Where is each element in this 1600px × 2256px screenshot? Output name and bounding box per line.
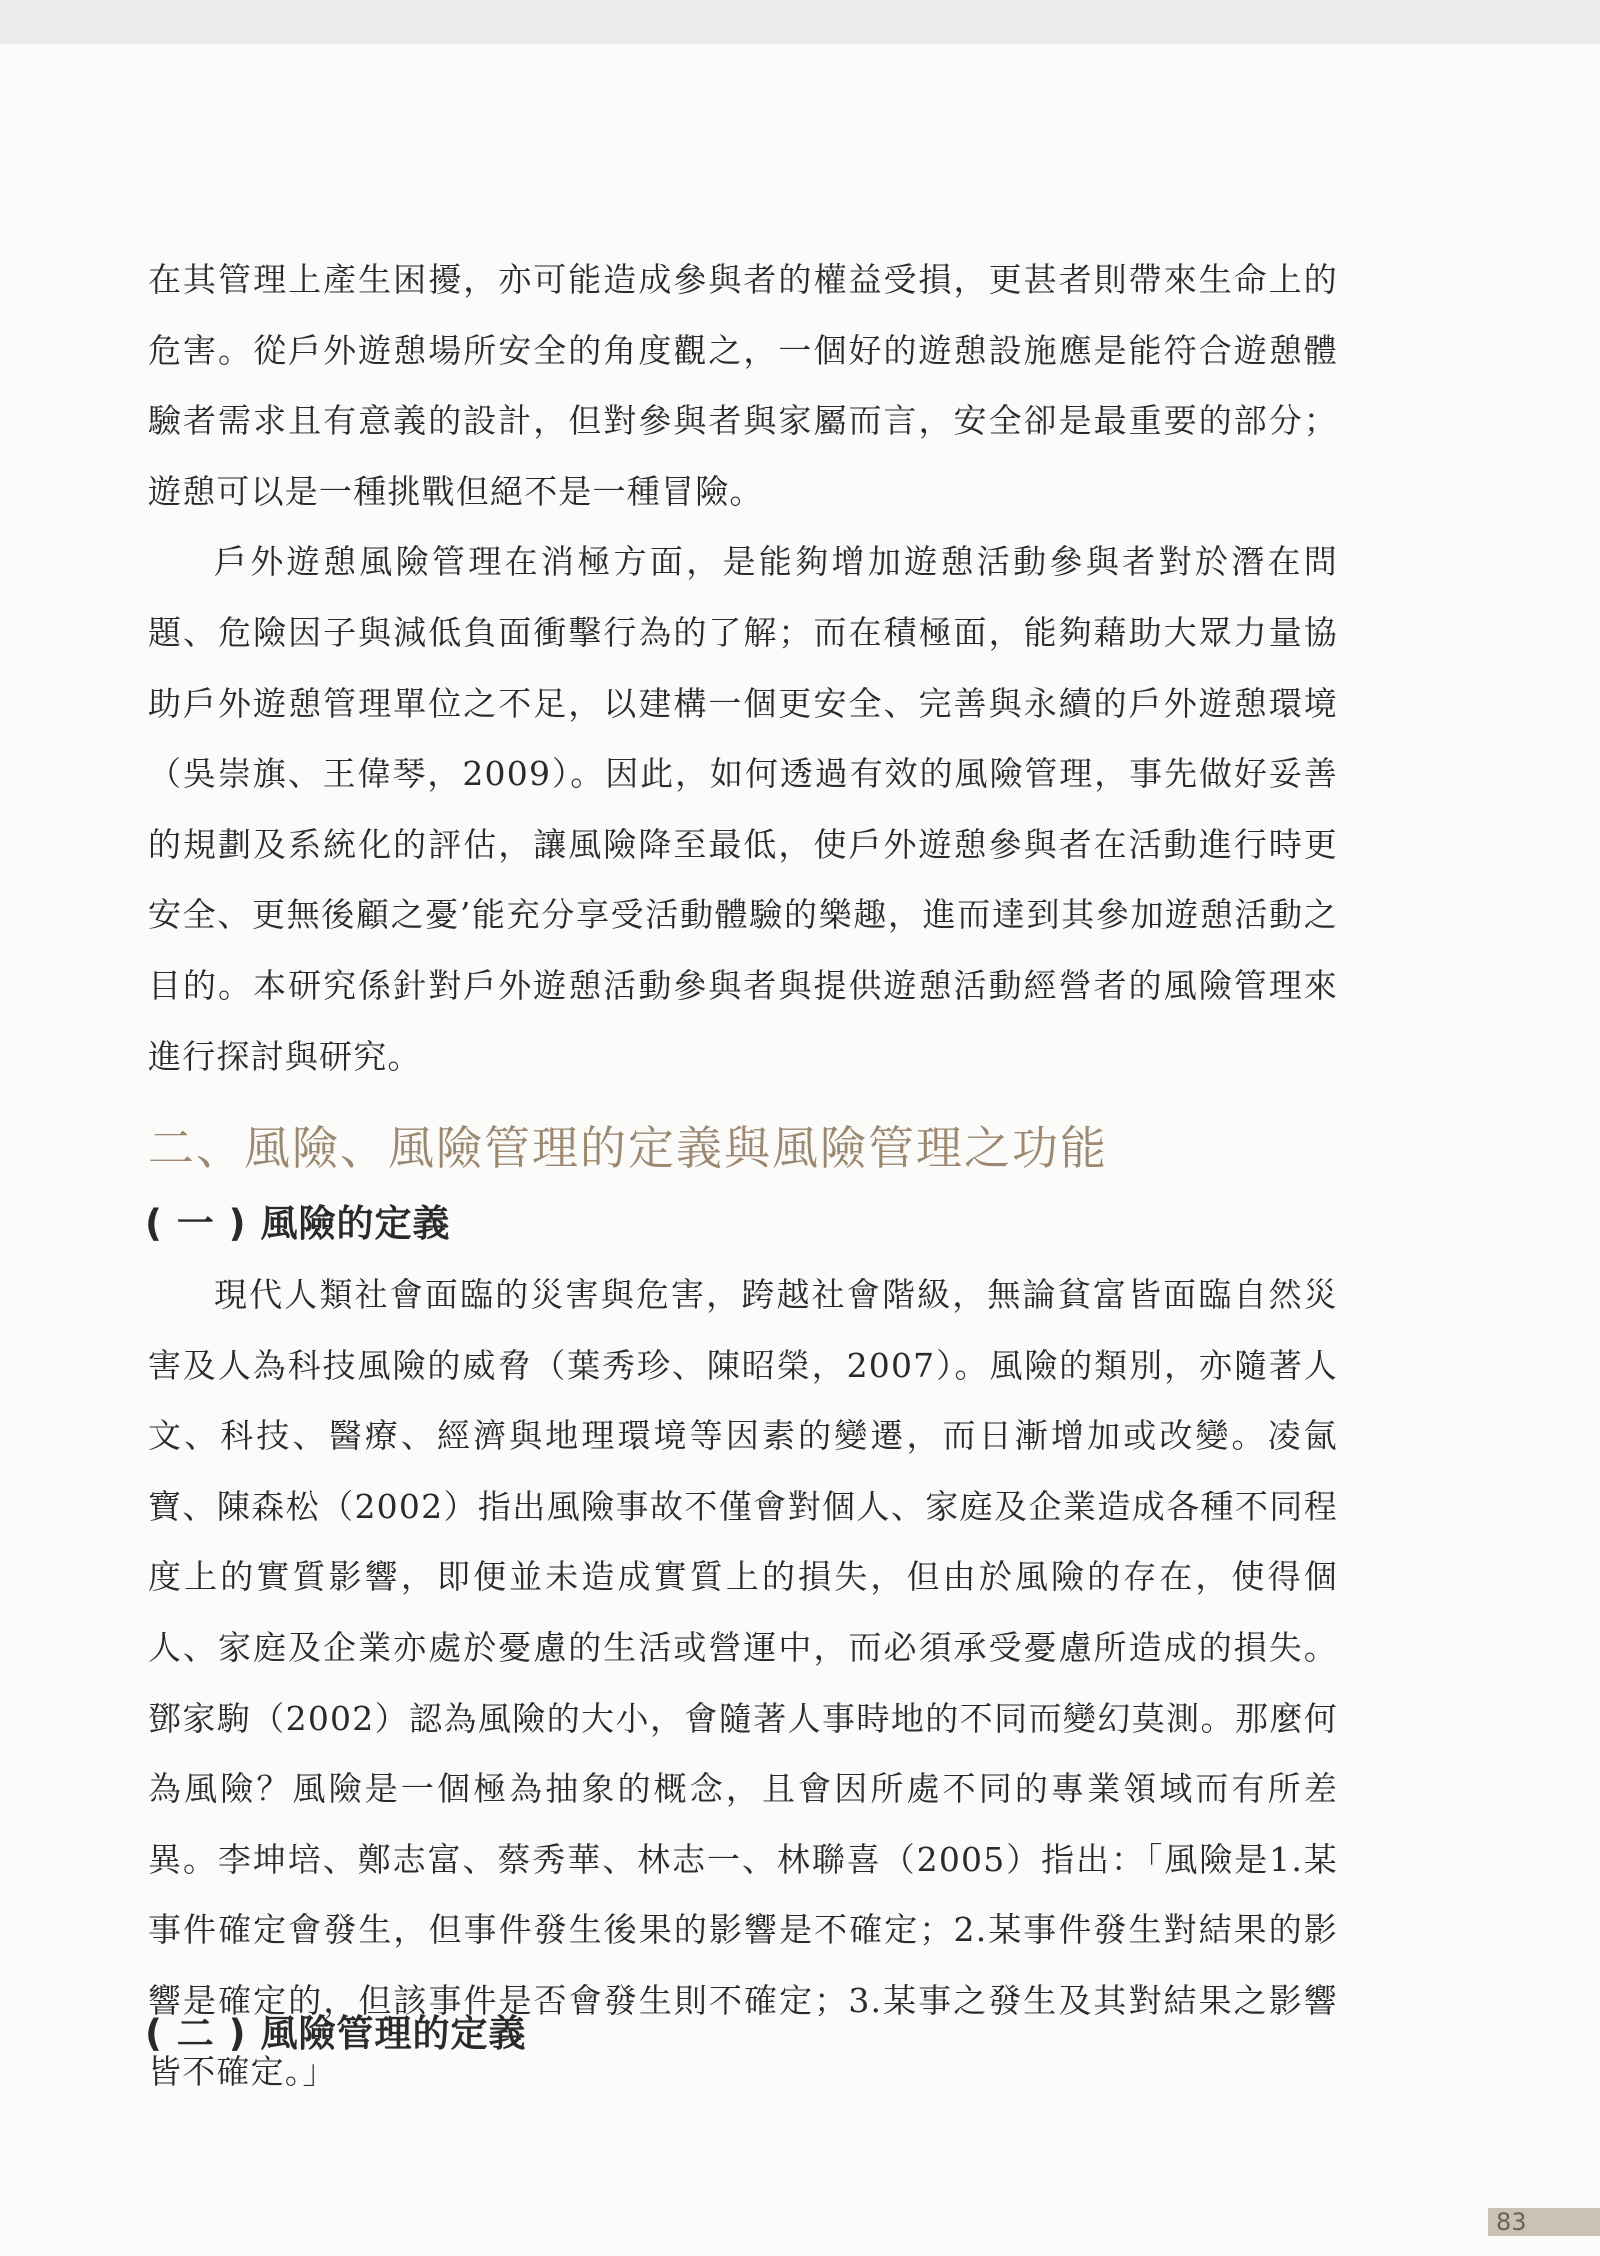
paragraph-risk-management-purpose: 戶外遊憩風險管理在消極方面，是能夠增加遊憩活動參與者對於潛在問題、危險因子與減低負面衝擊行為的了解；而在積極面，能夠藉助大眾力量協助戶外遊憩管理單位之不足，以建構一個更安全、完善與永續的戶外遊憩環境（吳崇旗、王偉琴，2009）。因此，如何透過有效的風險管理，事先做好妥善的規劃及系統化的評估，讓風險降至最低，使戶外遊憩參與者在活動進行時更安全、更無後顧之憂’能充分享受活動體驗的樂趣，進而達到其參加遊憩活動之目的。本研究係針對戶外遊憩活動參與者與提供遊憩活動經營者的風險管理來進行探討與研究。 bbox=[148, 542, 1338, 1076]
subsection-heading-risk-management-definition: ( 二 ) 風險管理的定義 bbox=[145, 2012, 527, 2055]
subsection-heading-risk-definition: ( 一 ) 風險的定義 bbox=[145, 1202, 451, 1245]
risk-definition-text-block bbox=[148, 1260, 1338, 2107]
section-heading: 二、風險、風險管理的定義與風險管理之功能 bbox=[148, 1121, 1108, 1175]
scan-top-edge bbox=[0, 0, 1600, 44]
paragraph-continued: 在其管理上產生困擾，亦可能造成參與者的權益受損，更甚者則帶來生命上的危害。從戶外遊憩場所安全的角度觀之，一個好的遊憩設施應是能符合遊憩體驗者需求且有意義的設計，但對參與者與家屬而言，安全卻是最重要的部分；遊憩可以是一種挑戰但絕不是一種冒險。 bbox=[148, 260, 1338, 511]
body-text-block bbox=[148, 245, 1338, 1092]
paragraph-risk-definition: 現代人類社會面臨的災害與危害，跨越社會階級，無論貧富皆面臨自然災害及人為科技風險的威脅（葉秀珍、陳昭榮，2007）。風險的類別，亦隨著人文、科技、醫療、經濟與地理環境等因素的變遷，而日漸增加或改變。凌氤寶、陳森松（2002）指出風險事故不僅會對個人、家庭及企業造成各種不同程度上的實質影響，即便並未造成實質上的損失，但由於風險的存在，使得個人、家庭及企業亦處於憂慮的生活或營運中，而必須承受憂慮所造成的損失。鄧家駒（2002）認為風險的大小，會隨著人事時地的不同而變幻莫測。那麼何為風險？風險是一個極為抽象的概念，且會因所處不同的專業領域而有所差異。李坤培、鄭志富、蔡秀華、林志一、林聯喜（2005）指出：「風險是1.某事件確定會發生，但事件發生後果的影響是不確定；2.某事件發生對結果的影響是確定的，但該事件是否會發生則不確定；3.某事之發生及其對結果之影響皆不確定。」 bbox=[148, 1275, 1338, 2091]
page-number: 83 bbox=[1496, 2208, 1527, 2236]
